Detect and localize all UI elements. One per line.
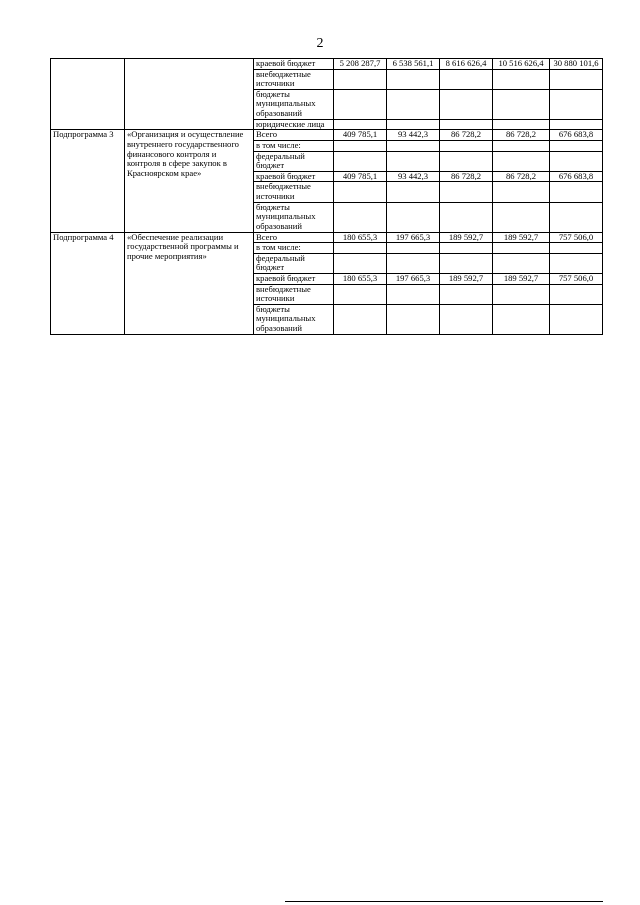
value-cell: 409 785,1 xyxy=(334,130,387,141)
value-cell xyxy=(334,304,387,334)
value-cell xyxy=(493,119,550,130)
value-cell xyxy=(334,284,387,304)
value-cell xyxy=(387,69,440,89)
value-cell xyxy=(550,182,603,202)
value-cell: 676 683,8 xyxy=(550,130,603,141)
value-cell xyxy=(387,119,440,130)
value-cell: 30 880 101,6 xyxy=(550,59,603,70)
value-cell: 93 442,3 xyxy=(387,171,440,182)
value-cell xyxy=(550,89,603,119)
funding-source-cell: бюджеты муниципальных образований xyxy=(254,89,334,119)
value-cell xyxy=(440,151,493,171)
subprogram-name: «Обеспечение реализации государственной программы и прочие мероприятия» xyxy=(125,232,254,334)
value-cell xyxy=(334,119,387,130)
value-cell: 189 592,7 xyxy=(440,232,493,243)
value-cell xyxy=(550,243,603,254)
subprogram-label: Подпрограмма 4 xyxy=(51,232,125,334)
value-cell xyxy=(440,253,493,273)
value-cell xyxy=(550,140,603,151)
value-cell: 10 516 626,4 xyxy=(493,59,550,70)
value-cell xyxy=(334,182,387,202)
funding-source-cell: юридические лица xyxy=(254,119,334,130)
value-cell xyxy=(550,284,603,304)
subprogram-label-cell xyxy=(51,59,125,130)
value-cell: 676 683,8 xyxy=(550,171,603,182)
funding-source-cell: бюджеты муниципальных образований xyxy=(254,304,334,334)
subprogram-name: «Организация и осуществление внутреннего государственного финансового контроля и контроля в сфере закупок в Красноярском крае» xyxy=(125,130,254,232)
value-cell xyxy=(334,253,387,273)
value-cell xyxy=(387,89,440,119)
value-cell: 409 785,1 xyxy=(334,171,387,182)
value-cell xyxy=(440,304,493,334)
table-row xyxy=(51,232,603,243)
value-cell xyxy=(440,140,493,151)
value-cell xyxy=(334,243,387,254)
value-cell xyxy=(387,284,440,304)
funding-source-cell: внебюджетные источники xyxy=(254,284,334,304)
value-cell: 86 728,2 xyxy=(440,130,493,141)
value-cell: 8 616 626,4 xyxy=(440,59,493,70)
value-cell xyxy=(550,69,603,89)
funding-source-cell: в том числе: xyxy=(254,140,334,151)
value-cell xyxy=(440,243,493,254)
value-cell xyxy=(387,253,440,273)
value-cell xyxy=(334,202,387,232)
funding-source-cell: внебюджетные источники xyxy=(254,182,334,202)
funding-source-cell: бюджеты муниципальных образований xyxy=(254,202,334,232)
value-cell xyxy=(387,304,440,334)
funding-source-cell: федеральный бюджет xyxy=(254,253,334,273)
funding-source-cell: в том числе: xyxy=(254,243,334,254)
value-cell xyxy=(440,69,493,89)
value-cell xyxy=(550,253,603,273)
value-cell: 93 442,3 xyxy=(387,130,440,141)
value-cell xyxy=(334,89,387,119)
value-cell xyxy=(440,202,493,232)
financing-table xyxy=(50,58,603,335)
value-cell xyxy=(387,243,440,254)
value-cell xyxy=(493,182,550,202)
value-cell xyxy=(550,119,603,130)
value-cell xyxy=(493,69,550,89)
table-row xyxy=(51,59,603,70)
value-cell: 189 592,7 xyxy=(493,232,550,243)
funding-source-cell: внебюджетные источники xyxy=(254,69,334,89)
funding-source-cell: краевой бюджет xyxy=(254,59,334,70)
value-cell xyxy=(550,202,603,232)
value-cell xyxy=(493,140,550,151)
funding-source-cell: Всего xyxy=(254,130,334,141)
value-cell: 197 665,3 xyxy=(387,232,440,243)
value-cell: 757 506,0 xyxy=(550,232,603,243)
value-cell: 189 592,7 xyxy=(493,273,550,284)
footer-line xyxy=(285,901,603,902)
value-cell: 180 655,3 xyxy=(334,232,387,243)
value-cell xyxy=(493,253,550,273)
value-cell: 86 728,2 xyxy=(440,171,493,182)
value-cell xyxy=(440,119,493,130)
value-cell xyxy=(493,243,550,254)
value-cell xyxy=(493,284,550,304)
value-cell xyxy=(550,151,603,171)
value-cell: 86 728,2 xyxy=(493,171,550,182)
funding-source-cell: краевой бюджет xyxy=(254,171,334,182)
value-cell xyxy=(440,89,493,119)
value-cell: 189 592,7 xyxy=(440,273,493,284)
page-number: 2 xyxy=(316,36,324,51)
value-cell xyxy=(493,151,550,171)
value-cell xyxy=(493,304,550,334)
value-cell: 86 728,2 xyxy=(493,130,550,141)
funding-source-cell: Всего xyxy=(254,232,334,243)
value-cell xyxy=(334,151,387,171)
value-cell xyxy=(387,140,440,151)
value-cell xyxy=(334,140,387,151)
funding-source-cell: краевой бюджет xyxy=(254,273,334,284)
value-cell: 6 538 561,1 xyxy=(387,59,440,70)
table-row xyxy=(51,130,603,141)
value-cell xyxy=(493,202,550,232)
subprogram-label: Подпрограмма 3 xyxy=(51,130,125,232)
value-cell xyxy=(334,69,387,89)
value-cell: 197 665,3 xyxy=(387,273,440,284)
value-cell xyxy=(387,182,440,202)
value-cell: 5 208 287,7 xyxy=(334,59,387,70)
value-cell xyxy=(440,284,493,304)
funding-source-cell: федеральный бюджет xyxy=(254,151,334,171)
value-cell: 180 655,3 xyxy=(334,273,387,284)
value-cell xyxy=(550,304,603,334)
value-cell xyxy=(493,89,550,119)
subprogram-name-cell xyxy=(125,59,254,130)
value-cell: 757 506,0 xyxy=(550,273,603,284)
value-cell xyxy=(387,151,440,171)
value-cell xyxy=(440,182,493,202)
value-cell xyxy=(387,202,440,232)
